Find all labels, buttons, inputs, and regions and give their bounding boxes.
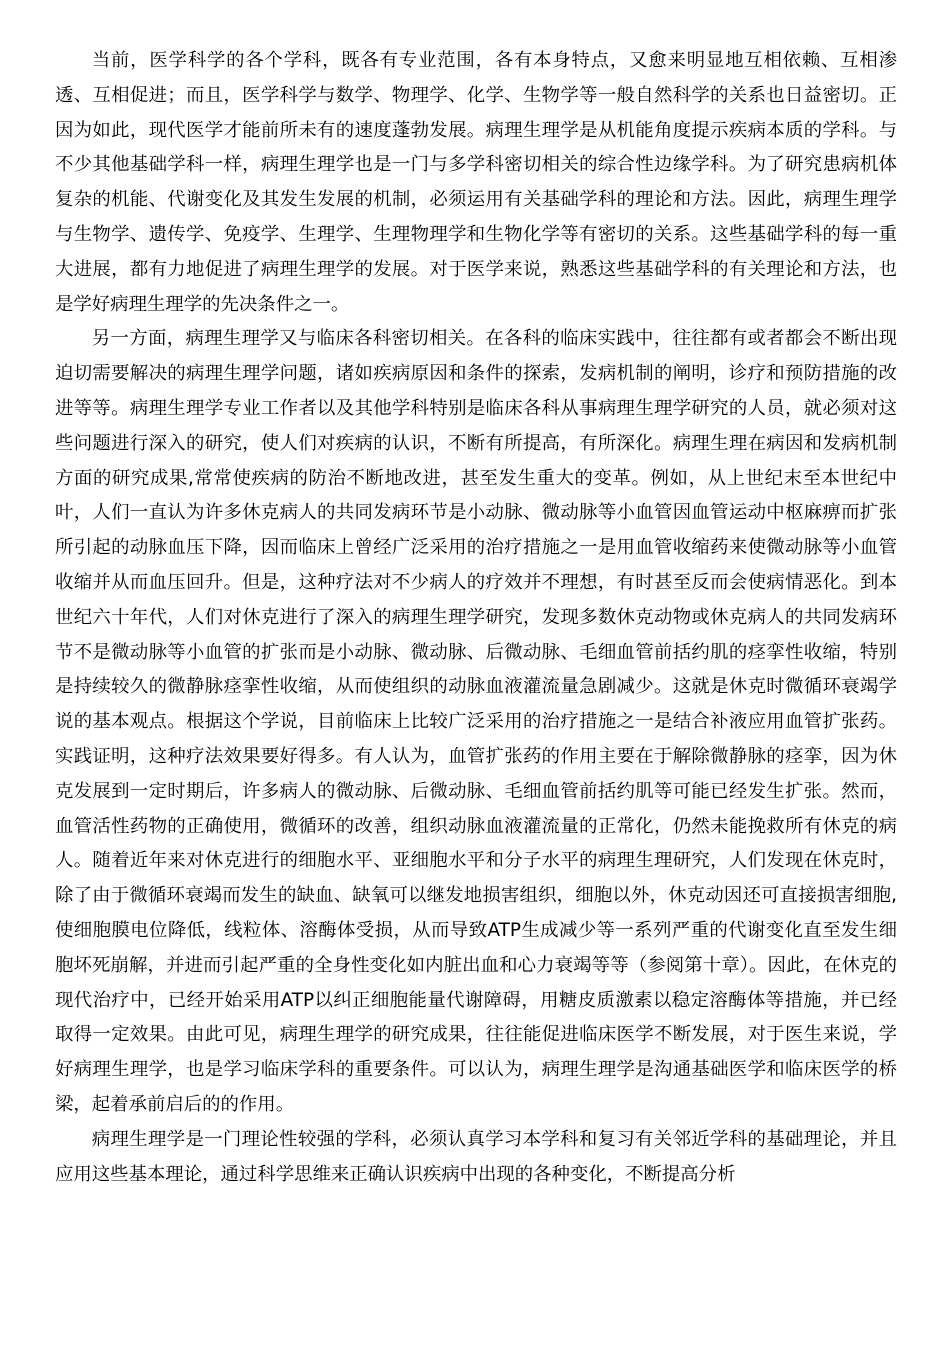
paragraph-clinical-relation: 另一方面，病理生理学又与临床各科密切相关。在各科的临床实践中，往往都有或者都会不断出现迫切需要解决的病理生理学问题，诸如疾病原因和条件的探索，发病机制的阐明，诊疗和预防措施的改进等等。病理生理学专业工作者以及其他学科特别是临床各科从事病理生理学研究的人员，就必须对这些问题进行深入的研究，使人们对疾病的认识，不断有所提高，有所深化。病理生理在病因和发病机制方面的研究成果,常常使疾病的防治不断地改进，甚至发生重大的变革。例如，从上世纪末至本世纪中叶，人们一直认为许多休克病人的共同发病环节是小动脉、微动脉等小血管因血管运动中枢麻痹而扩张所引起的动脉血压下降，因而临床上曾经广泛采用的治疗措施之一是用血管收缩药来使微动脉等小血管收缩并从而血压回升。但是，这种疗法对不少病人的疗效并不理想，有时甚至反而会使病情恶化。到本世纪六十年代，人们对休克进行了深入的病理生理学研究，发现多数休克动物或休克病人的共同发病环节不是微动脉等小血管的扩张而是小动脉、微动脉、后微动脉、毛细血管前括约肌的痉挛性收缩，特别是持续较久的微静脉痉挛性收缩，从而使组织的动脉血液灌流量急剧减少。这就是休克时微循环衰竭学说的基本观点。根据这个学说，目前临床上比较广泛采用的治疗措施之一是结合补液应用血管扩张药。实践证明，这种疗法效果要好得多。有人认为，血管扩张药的作用主要在于解除微静脉的痉挛，因为休克发展到一定时期后，许多病人的微动脉、后微动脉、毛细血管前括约肌等可能已经发生扩张。然而，血管活性药物的正确使用，微循环的改善，组织动脉血液灌流量的正常化，仍然未能挽救所有休克的病人。随着近年来对休克进行的细胞水平、亚细胞水平和分子水平的病理生理研究，人们发现在休克时，除了由于微循环衰竭而发生的缺血、缺氧可以继发地损害组织，细胞以外，休克动因还可直接损害细胞,使细胞膜电位降低，线粒体、溶酶体受损，从而导致ATP生成减少等一系列严重的代谢变化直至发生细胞坏死崩解，并进而引起严重的全身性变化如内脏出血和心力衰竭等等（参阅第十章）。因此，在休克的现代治疗中，已经开始采用ATP以纠正细胞能量代谢障碍，用糖皮质激素以稳定溶酶体等措施，并已经取得一定效果。由此可见，病理生理学的研究成果，往往能促进临床医学不断发展，对于医生来说，学好病理生理学，也是学习临床学科的重要条件。可以认为，病理生理学是沟通基础医学和临床医学的桥梁，起着承前启后的的作用。: [55, 328, 897, 1115]
paragraph-study-method: 病理生理学是一门理论性较强的学科，必须认真学习本学科和复习有关邻近学科的基础理论，并且应用这些基本理论，通过科学思维来正确认识疾病中出现的各种变化，不断提高分析: [55, 1128, 897, 1185]
paragraph-basic-sciences: 当前，医学科学的各个学科，既各有专业范围，各有本身特点，又愈来明显地互相依赖、互相渗透、互相促进；而且，医学科学与数学、物理学、化学、生物学等一般自然科学的关系也日益密切。正因为如此，现代医学才能前所未有的速度蓬勃发展。病理生理学是从机能角度提示疾病本质的学科。与不少其他基础学科一样，病理生理学也是一门与多学科密切相关的综合性边缘学科。为了研究患病机体复杂的机能、代谢变化及其发生发展的机制，必须运用有关基础学科的理论和方法。因此，病理生理学与生物学、遗传学、免疫学、生理学、生理物理学和生物化学等有密切的关系。这些基础学科的每一重大进展，都有力地促进了病理生理学的发展。对于医学来说，熟悉这些基础学科的有关理论和方法，也是学好病理生理学的先决条件之一。: [55, 50, 897, 315]
document-page: [55, 44, 897, 1192]
